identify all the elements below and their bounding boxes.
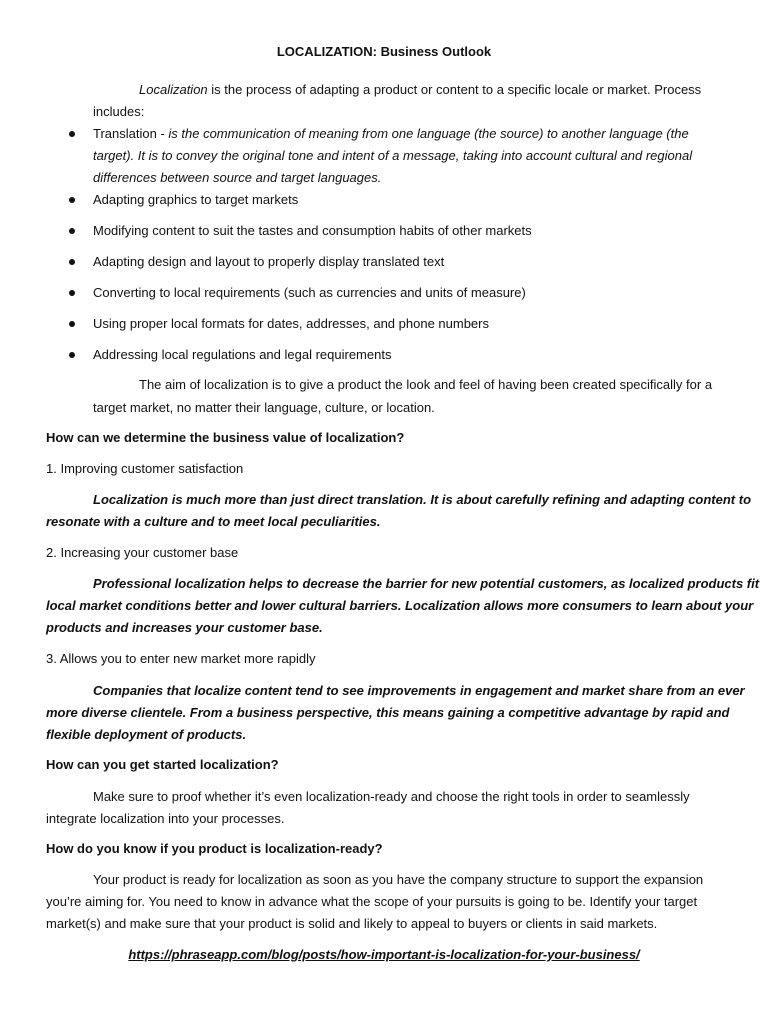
point-body-line: local market conditions better and lower cultural barriers. Localization allows more consumers to learn about your	[46, 598, 754, 613]
point-body-line: products and increases your customer base.	[46, 620, 323, 635]
bullet-item: Modifying content to suit the tastes and consumption habits of other markets	[93, 223, 532, 238]
translation-label: Translation -	[93, 126, 169, 141]
point-heading: 2. Increasing your customer base	[46, 545, 239, 560]
question-heading: How can you get started localization?	[46, 757, 279, 772]
aim-line-1: The aim of localization is to give a product the look and feel of having been created specifically for a	[139, 377, 713, 392]
point-body-line: Professional localization helps to decrease the barrier for new potential customers, as localized products fit	[93, 576, 760, 591]
point-body-line: more diverse clientele. From a business perspective, this means gaining a competitive advantage by rapid and	[46, 705, 730, 720]
point-heading: 3. Allows you to enter new market more rapidly	[46, 651, 316, 666]
point-body-line: flexible deployment of products.	[46, 727, 247, 742]
question-heading: How can we determine the business value of localization?	[46, 430, 405, 445]
intro-line-1	[139, 82, 701, 98]
bullet-item: Adapting design and layout to properly display translated text	[93, 254, 445, 269]
source-link[interactable]: https://phraseapp.com/blog/posts/how-important-is-localization-for-your-business/	[128, 947, 640, 962]
bullet-item: Adapting graphics to target markets	[93, 192, 299, 207]
source-link-line	[0, 947, 768, 963]
aim-line-2: target market, no matter their language, culture, or location.	[93, 400, 435, 415]
intro-term: Localization	[139, 82, 208, 97]
bullet-icon	[69, 259, 75, 265]
bullet-icon	[69, 321, 75, 327]
body-line: you’re aiming for. You need to know in advance what the scope of your pursuits is going to be. Identify your target	[46, 894, 698, 909]
bullet-item: Converting to local requirements (such as currencies and units of measure)	[93, 285, 526, 300]
bullet-icon	[69, 197, 75, 203]
point-heading: 1. Improving customer satisfaction	[46, 461, 244, 476]
bullet-icon	[69, 352, 75, 358]
translation-line-3: differences between source and target languages.	[93, 170, 382, 185]
point-body-line: Companies that localize content tend to see improvements in engagement and market share from an ever	[93, 683, 745, 698]
body-line: Make sure to proof whether it’s even localization-ready and choose the right tools in order to seamlessly	[93, 789, 690, 804]
point-body-line: Localization is much more than just direct translation. It is about carefully refining and adapting content to	[93, 492, 752, 507]
bullet-item: Using proper local formats for dates, addresses, and phone numbers	[93, 316, 489, 331]
bullet-icon	[69, 290, 75, 296]
body-line: Your product is ready for localization as soon as you have the company structure to support the expansion	[93, 872, 704, 887]
bullet-icon	[69, 131, 75, 137]
intro-text: is the process of adapting a product or content to a specific locale or market. Process	[207, 82, 702, 97]
bullet-icon	[69, 228, 75, 234]
point-body-line: resonate with a culture and to meet local peculiarities.	[46, 514, 381, 529]
bullet-item: Addressing local regulations and legal requirements	[93, 347, 392, 362]
body-line: market(s) and make sure that your product is solid and likely to appeal to buyers or clients in said markets.	[46, 916, 658, 931]
question-heading: How do you know if you product is localization-ready?	[46, 841, 383, 856]
translation-definition: is the communication of meaning from one language (the source) to another language (the	[168, 126, 689, 141]
translation-line-1	[93, 126, 689, 142]
page-title: LOCALIZATION: Business Outlook	[276, 44, 492, 59]
translation-line-2: target). It is to convey the original tone and intent of a message, taking into account cultural and regional	[93, 148, 693, 163]
intro-line-2: includes:	[93, 104, 145, 119]
body-line: integrate localization into your processes.	[46, 811, 285, 826]
